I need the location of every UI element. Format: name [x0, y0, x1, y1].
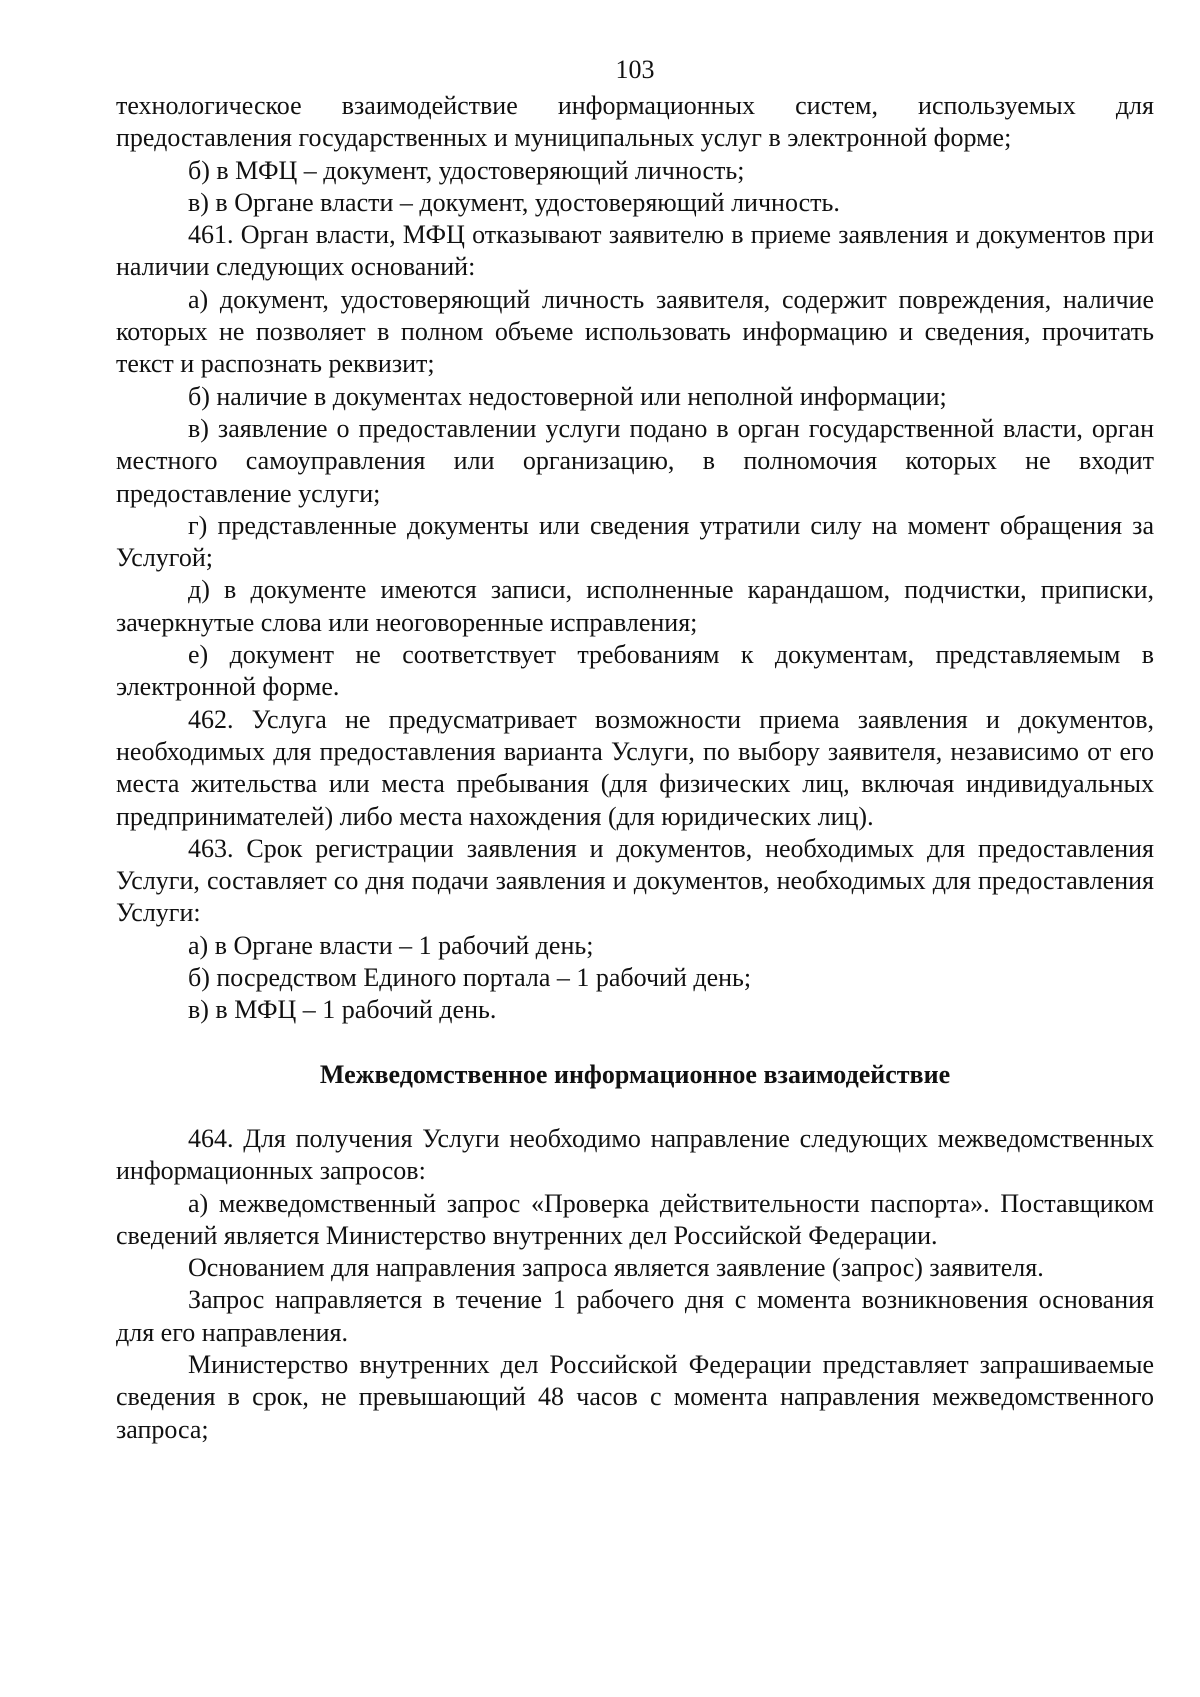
paragraph: Министерство внутренних дел Российской Федерации представляет запрашиваемые сведения в срок, не превышающий 48 часов с момента направления межведомственного запроса;: [116, 1349, 1154, 1444]
paragraph: в) заявление о предоставлении услуги подано в орган государственной власти, орган местного самоуправления или организацию, в полномочия которых не входит предоставление услуги;: [116, 413, 1154, 508]
paragraphs-after: [116, 1123, 1154, 1446]
paragraph: Запрос направляется в течение 1 рабочего дня с момента возникновения основания для его направления.: [116, 1285, 1154, 1347]
paragraph: 462. Услуга не предусматривает возможности приема заявления и документов, необходимых для предоставления варианта Услуги, по выбору заявителя, независимо от его места жительства или места пребывания (для физических лиц, включая индивидуальных предпринимателей) либо места нахождения (для юридических лиц).: [116, 704, 1154, 831]
paragraph: 461. Орган власти, МФЦ отказывают заявителю в приеме заявления и документов при наличии следующих оснований:: [116, 220, 1154, 282]
paragraph: в) в Органе власти – документ, удостоверяющий личность.: [188, 187, 840, 217]
section-heading: Межведомственное информационное взаимодействие: [319, 1059, 951, 1089]
paragraph: а) документ, удостоверяющий личность заявителя, содержит повреждения, наличие которых не позволяет в полном объеме использовать информацию и сведения, прочитать текст и распознать реквизит;: [116, 284, 1154, 379]
paragraph: а) межведомственный запрос «Проверка действительности паспорта». Поставщиком сведений является Министерство внутренних дел Российской Федерации.: [116, 1188, 1154, 1250]
paragraph: г) представленные документы или сведения утратили силу на момент обращения за Услугой;: [116, 510, 1154, 573]
page-number: 103: [615, 55, 655, 84]
paragraph: е) документ не соответствует требованиям к документам, представляемым в электронной форме.: [116, 640, 1154, 702]
paragraph: 464. Для получения Услуги необходимо направление следующих межведомственных информационных запросов:: [116, 1123, 1154, 1186]
paragraph: б) наличие в документах недостоверной или неполной информации;: [188, 381, 947, 411]
paragraph: а) в Органе власти – 1 рабочий день;: [188, 930, 594, 960]
paragraph: 463. Срок регистрации заявления и документов, необходимых для предоставления Услуги, составляет со дня подачи заявления и документов, необходимых для предоставления Услуги:: [116, 833, 1154, 928]
paragraph: Основанием для направления запроса является заявление (запрос) заявителя.: [188, 1253, 1044, 1283]
paragraph: технологическое взаимодействие информационных систем, используемых для предоставления государственных и муниципальных услуг в электронной форме;: [116, 91, 1154, 153]
paragraph: в) в МФЦ – 1 рабочий день.: [188, 995, 497, 1025]
paragraphs-before: [116, 90, 1154, 1027]
document-page: [116, 50, 1154, 1446]
paragraph: б) в МФЦ – документ, удостоверяющий личность;: [188, 155, 745, 185]
paragraph: д) в документе имеются записи, исполненные карандашом, подчистки, приписки, зачеркнутые слова или неоговоренные исправления;: [116, 575, 1154, 637]
paragraph: б) посредством Единого портала – 1 рабочий день;: [188, 963, 752, 993]
